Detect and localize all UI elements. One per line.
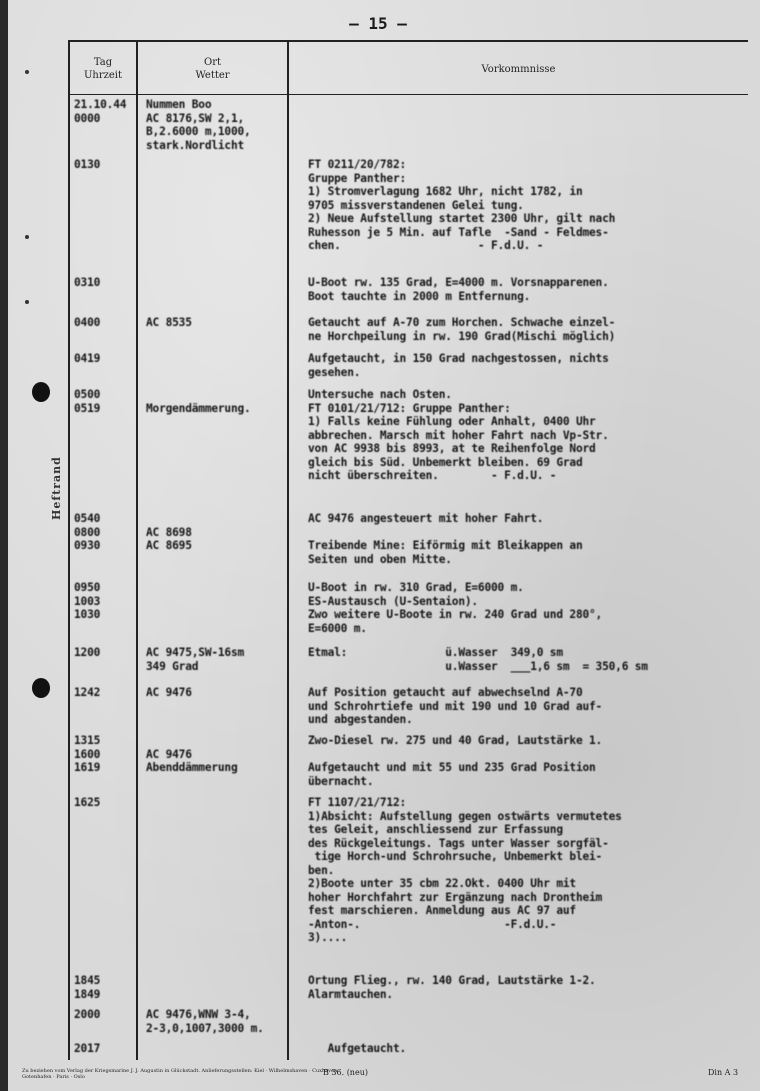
row-time: 21.10.44 0000 [74,98,127,125]
page-number: – 15 – [349,14,407,33]
row-time: 0419 [74,352,101,365]
row-time: 2017 [74,1042,101,1055]
margin-mark [25,300,29,304]
punch-hole [32,382,50,402]
printer-note: Zu beziehen vom Verlag der Kriegsmarine J. J. Augustin in Glückstadt. Anlieferungsstellen: Kiel · Wilhelmshaven · Cuxhaven · Gotenhafen · Paris · Oslo [22,1068,341,1080]
form-code: B 36. (neu) [323,1068,368,1077]
row-time: 1315 1600 1619 [74,734,101,774]
row-time: 0950 1003 1030 [74,581,101,621]
row-place: Nummen Boo AC 8176,SW 2,1, B,2.6000 m,1000, stark.Nordlicht [146,98,251,152]
row-events: Ortung Flieg., rw. 140 Grad, Lautstärke 1-2. Alarmtauchen. [308,974,596,1001]
table-left-border [68,40,70,1060]
header-time: Uhrzeit [83,70,123,81]
row-events: AC 9476 angesteuert mit hoher Fahrt. Treibende Mine: Eiförmig mit Bleikappen an Seiten und oben Mitte. [308,512,583,566]
row-events: FT 0211/20/782: Gruppe Panther: 1) Stromverlagung 1682 Uhr, nicht 1782, in 9705 missverstandenen Gelei tung. 2) Neue Aufstellung startet 2300 Uhr, gilt nach Ruhesson je 5 Min. auf Tafle -Sand - Feldmes- chen. - F.d.U. - [308,158,616,252]
row-place: AC 9476 [146,686,192,699]
row-events: Aufgetaucht. [308,1042,407,1055]
row-time: 0400 [74,316,101,329]
row-time: 0310 [74,276,101,289]
row-time: 2000 [74,1008,101,1021]
row-events: FT 1107/21/712: 1)Absicht: Aufstellung gegen ostwärts vermutetes tes Geleit, anschliessend zur Erfassung des Rückgeleitungs. Tags unter Wasser sorgfäl- tige Horch-und Schrohrsuche, Unbemerkt blei- ben. 2)Boote unter 35 cbm 22.Okt. 0400 Uhr mit hoher Horchfahrt zur Ergänzung nach Drontheim fest marschieren. Anmeldung aus AC 97 auf -Anton-. -F.d.U.- 3).... [308,796,622,944]
row-events: Auf Position getaucht auf abwechselnd A-70 und Schrohrtiefe und mit 190 und 10 Grad auf- und abgestanden. [308,686,603,726]
row-place: AC 9476,WNW 3-4, 2-3,0,1007,3000 m. [146,1008,264,1035]
document-page [8,0,760,1091]
row-place: Morgendämmerung. [146,401,251,415]
row-time: 1200 [74,646,101,659]
row-events: Getaucht auf A-70 zum Horchen. Schwache einzel- ne Horchpeilung in rw. 190 Grad(Mischi möglich) [308,316,616,343]
header-events: Vorkommnisse [481,64,556,75]
row-time: 1625 [74,796,101,809]
margin-mark [25,235,29,239]
row-place: AC 8535 [146,316,192,329]
punch-hole [32,678,50,698]
table-top-border [68,40,748,42]
row-events: U-Boot in rw. 310 Grad, E=6000 m. ES-Austausch (U-Sentaion). Zwo weitere U-Boote in rw. 240 Grad und 280°, E=6000 m. [308,581,603,635]
row-time: 1845 1849 [74,974,101,1001]
row-time: 0500 0519 [74,388,101,415]
header-day: Tag [93,57,113,68]
row-events: Untersuche nach Osten. FT 0101/21/712: Gruppe Panther: 1) Falls keine Fühlung oder Anhalt, 0400 Uhr abbrechen. Marsch mit hoher Fahrt nach Vp-Str. von AC 9938 bis 8993, at te Reihenfolge Nord gleich bis Süd. Unbemerkt bleiben. 69 Grad nicht überschreiten. - F.d.U. - [308,388,609,482]
header-place: Ort [204,57,221,68]
row-events: Zwo-Diesel rw. 275 und 40 Grad, Lautstärke 1. Aufgetaucht und mit 55 und 235 Grad Position übernacht. [308,734,603,788]
header-divider [68,94,748,95]
header-day-time [70,56,136,82]
row-events: Etmal: ü.Wasser 349,0 sm u.Wasser ___1,6 sm = 350,6 sm [308,646,648,673]
margin-label: Heftrand [50,456,63,520]
margin-mark [25,70,29,74]
header-place-weather [138,56,287,82]
row-time: 0130 [74,158,101,171]
row-time: 0540 0800 0930 [74,512,101,552]
row-events: Aufgetaucht, in 150 Grad nachgestossen, nichts gesehen. [308,352,609,379]
row-place: AC 9476 Abenddämmerung [146,747,238,774]
header-weather: Wetter [195,70,230,81]
paper-size: Din A 3 [708,1068,739,1077]
row-events: U-Boot rw. 135 Grad, E=4000 m. Vorsnapparenen. Boot tauchte in 2000 m Entfernung. [308,276,609,303]
row-place: AC 9475,SW-16sm 349 Grad [146,646,245,673]
row-place: AC 8698 AC 8695 [146,525,192,552]
row-time: 1242 [74,686,101,699]
